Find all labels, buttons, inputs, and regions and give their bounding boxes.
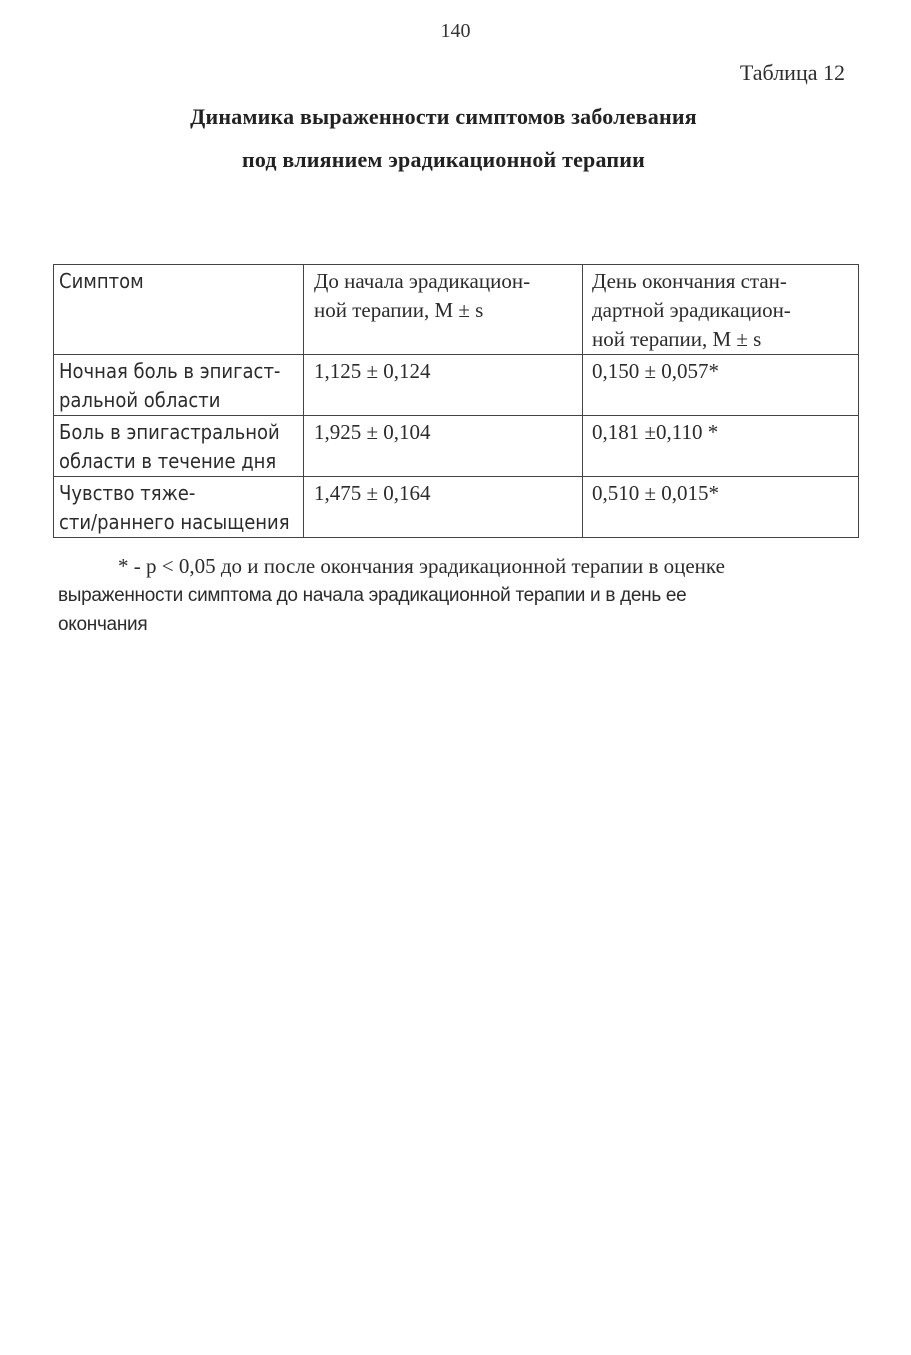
after-value-cell: 0,181 ±0,110 * (583, 416, 859, 477)
after-value-cell: 0,150 ± 0,057* (583, 355, 859, 416)
header-before-line-2: ной терапии, М ± s (314, 298, 484, 322)
after-value-cell: 0,510 ± 0,015* (583, 477, 859, 538)
footnote-line-1: * - р < 0,05 до и после окончания эрадикационной терапии в оценке (118, 554, 725, 578)
table-header-row (54, 265, 859, 355)
symptom-line-1: Ночная боль в эпигаст- (59, 359, 281, 383)
header-before-line-1: До начала эрадикацион- (314, 269, 531, 293)
header-end-therapy (583, 265, 859, 355)
symptom-table (53, 264, 859, 538)
table-title-line-2: под влиянием эрадикационной терапии (241, 147, 646, 172)
header-end-line-1: День окончания стан- (592, 269, 787, 293)
header-symptom-line: Симптом (59, 269, 144, 293)
symptom-line-2: ральной области (59, 388, 221, 412)
symptom-line-1: Чувство тяже- (59, 481, 196, 505)
footnote (58, 552, 858, 639)
symptom-line-2: сти/раннего насыщения (59, 510, 290, 534)
table-row (54, 355, 859, 416)
header-end-line-2: дартной эрадикацион- (592, 298, 791, 322)
page-number: 140 (440, 20, 471, 42)
symptom-line-1: Боль в эпигастральной (59, 420, 280, 444)
header-before-therapy (304, 265, 583, 355)
symptom-cell (54, 355, 304, 416)
symptom-line-2: области в течение дня (59, 449, 277, 473)
header-symptom (54, 265, 304, 355)
table-row (54, 416, 859, 477)
before-value-cell: 1,925 ± 0,104 (304, 416, 583, 477)
footnote-line-2: выраженности симптома до начала эрадикационной терапии и в день ее (58, 585, 687, 606)
symptom-cell (54, 477, 304, 538)
table-label: Таблица 12 (739, 60, 845, 85)
table-title-line-1: Динамика выраженности симптомов заболевания (190, 104, 697, 129)
table-row (54, 477, 859, 538)
before-value-cell: 1,475 ± 0,164 (304, 477, 583, 538)
header-end-line-3: ной терапии, М ± s (592, 327, 762, 351)
before-value-cell: 1,125 ± 0,124 (304, 355, 583, 416)
footnote-line-3: окончания (58, 614, 148, 635)
symptom-cell (54, 416, 304, 477)
